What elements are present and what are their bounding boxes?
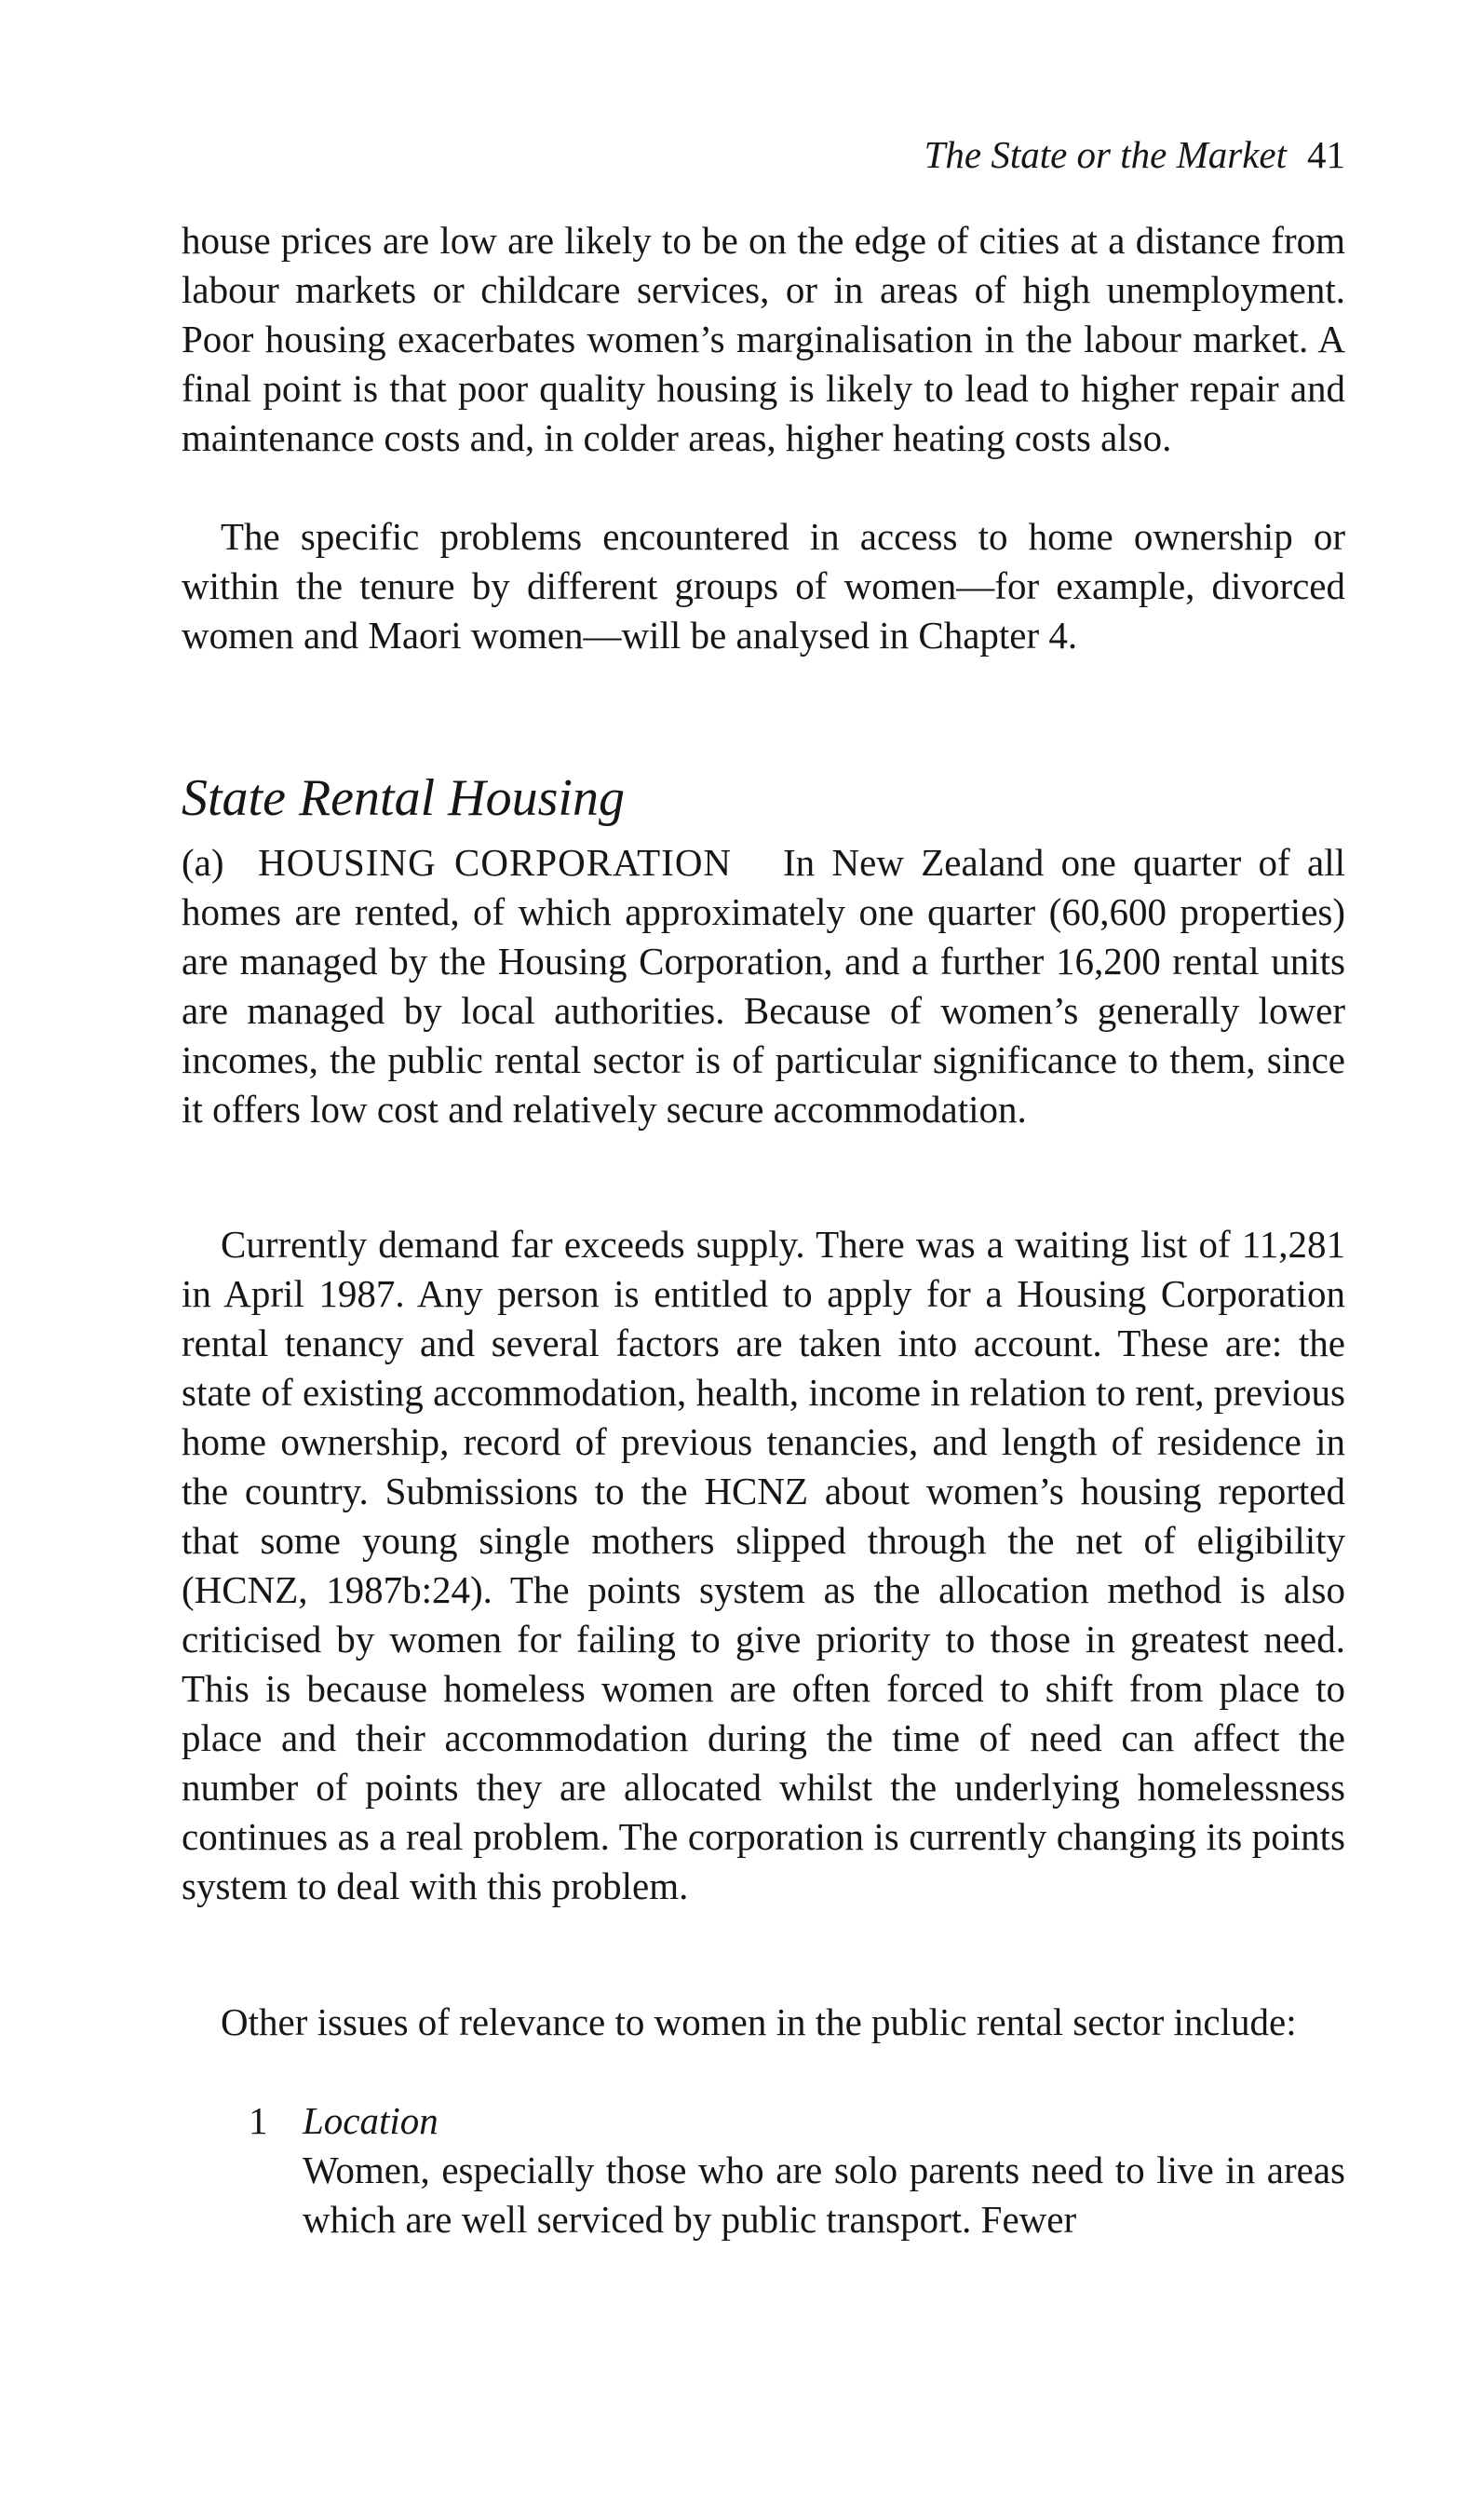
section-heading: State Rental Housing <box>182 769 625 827</box>
paragraph-2 <box>182 512 1345 660</box>
paragraph-3 <box>182 838 1345 1134</box>
list-item-body: Women, especially those who are solo parents need to live in areas which are well serviced by public transport. Fewer <box>303 2149 1345 2241</box>
running-head-title: The State or the Market <box>924 133 1287 176</box>
paragraph-5-text: Other issues of relevance to women in the public rental sector include: <box>221 2000 1297 2043</box>
paragraph-3-body: In New Zealand one quarter of all homes are rented, of which approximately one quarter (60,600 properties) are managed by the Housing Corporation, and a further 16,200 rental units are managed by local authorities. Because of women’s generally lower incomes, the public rental sector is of particular significance to them, since it offers low cost and relatively secure accommodation. <box>182 841 1346 1131</box>
paragraph-1-text: house prices are low are likely to be on the edge of cities at a distance from labour markets or childcare services, or in areas of high unemployment. Poor housing exacerbates women’s marginalisation in the labour market. A final point is that poor quality housing is likely to lead to higher repair and maintenance costs and, in colder areas, higher heating costs also. <box>182 219 1345 459</box>
paragraph-continued <box>182 216 1345 463</box>
subsection-label: (a) <box>182 841 224 884</box>
paragraph-4-text: Currently demand far exceeds supply. There was a waiting list of 11,281 in April 1987. Any person is entitled to apply for a Housing Corporation rental tenancy and several factors are taken into account. These are: the state of existing accommodation, health, income in relation to rent, previous home ownership, record of previous tenancies, and length of residence in the country. Submissions to the HCNZ about women’s housing reported that some young single mothers slipped through the net of eligibility (HCNZ, 1987b:24). The points system as the allocation method is also criticised by women for failing to give priority to those in greatest need. This is because homeless women are often forced to shift from place to place and their accommodation during the time of need can affect the number of points they are allocated whilst the underlying homelessness continues as a real problem. The corporation is currently changing its points system to deal with this problem. <box>182 1223 1345 1907</box>
list-item-number: 1 <box>249 2099 268 2142</box>
subsection-heading: HOUSING CORPORATION <box>258 841 733 884</box>
list-item-title: Location <box>303 2099 438 2142</box>
paragraph-2-text: The specific problems encountered in access to home ownership or within the tenure by different groups of women—for example, divorced women and Maori women—will be analysed in Chapter 4. <box>182 515 1345 657</box>
running-head <box>182 130 1345 179</box>
paragraph-5 <box>182 1998 1345 2047</box>
paragraph-4 <box>182 1220 1345 1911</box>
page-number: 41 <box>1307 133 1345 176</box>
paragraph-3-text <box>182 838 1345 1134</box>
